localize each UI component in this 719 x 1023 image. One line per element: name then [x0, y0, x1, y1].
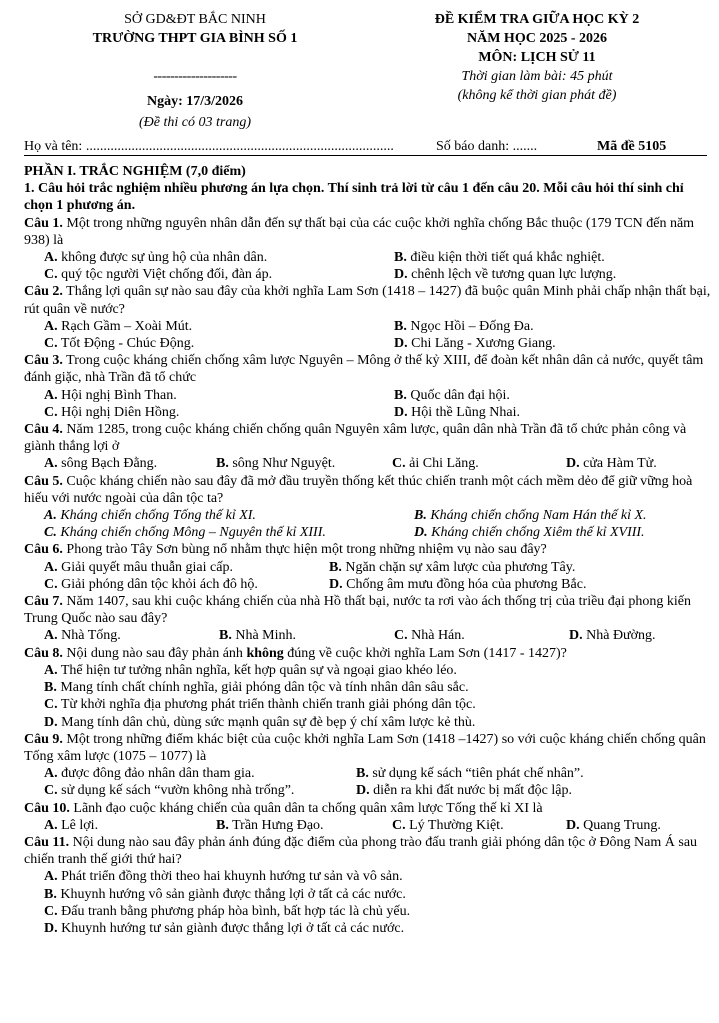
exam-body: [24, 163, 714, 937]
school-year: NĂM HỌC 2025 - 2026: [467, 31, 607, 46]
question-9: [24, 731, 714, 800]
option-a: A. Lê lợi.: [44, 817, 99, 833]
option-d: D. chênh lệch về tương quan lực lượng.: [394, 267, 617, 283]
question-7: [24, 593, 714, 645]
option-c: C. Từ khởi nghĩa địa phương phát triển thành chiến tranh giải phóng dân tộc.: [44, 697, 476, 713]
option-d: D. diễn ra khi đất nước bị mất độc lập.: [356, 783, 573, 799]
option-b: B. Ngọc Hồi – Đống Đa.: [394, 318, 534, 334]
option-d: D. Chống âm mưu đồng hóa của phương Bắc.: [329, 576, 587, 592]
question-label: Câu 8.: [24, 645, 63, 661]
option-d: D. Chi Lăng - Xương Giang.: [394, 336, 556, 352]
option-c: C. Kháng chiến chống Mông – Nguyên thế kỉ XIII.: [44, 525, 326, 541]
option-d: D. Mang tính dân chủ, dùng sức mạnh quân sự đè bẹp ý chí xâm lược kẻ thù.: [44, 714, 476, 730]
option-b: B. sông Như Nguyệt.: [216, 456, 336, 472]
option-b: B. Nhà Minh.: [219, 628, 297, 644]
question-text: Phong trào Tây Sơn bùng nổ nhằm thực hiện một trong những nhiệm vụ nào sau đây?: [62, 542, 547, 558]
question-label: Câu 1.: [24, 215, 63, 231]
question-text: Năm 1285, trong cuộc kháng chiến chống quân Nguyên xâm lược, quân dân nhà Trần đã tổ chức phản công và giành thắng lợi ở: [24, 422, 687, 455]
question-text: Năm 1407, sau khi cuộc kháng chiến của nhà Hồ thất bại, nước ta rơi vào ách thống trị của triều đại phong kiến Trung Quốc nào sau đây?: [24, 594, 692, 627]
option-d: D. Khuynh hướng tư sản giành được thắng lợi ở tất cả các nước.: [44, 920, 405, 936]
option-c: C. Hội nghị Diên Hồng.: [44, 404, 180, 420]
department-name: SỞ GD&ĐT BẮC NINH: [124, 12, 266, 27]
option-a: A. Giải quyết mâu thuẫn giai cấp.: [44, 559, 233, 575]
question-label: Câu 5.: [24, 473, 63, 489]
question-label: Câu 6.: [24, 542, 63, 558]
option-a: A. Nhà Tống.: [44, 628, 121, 644]
question-10: [24, 800, 714, 834]
question-label: Câu 4.: [24, 422, 63, 438]
option-c: C. sử dụng kế sách “vườn không nhà trống”.: [44, 783, 295, 799]
question-text: Lãnh đạo cuộc kháng chiến của quân dân ta chống quân xâm lược Tống thế kỉ XI là: [69, 800, 543, 816]
question-label: Câu 3.: [24, 353, 63, 369]
question-11: [24, 834, 714, 937]
question-text-end: đúng về cuộc khởi nghĩa Lam Sơn (1417 - 1427)?: [283, 645, 567, 661]
option-b: B. Mang tính chất chính nghĩa, giải phóng dân tộc và tính nhân dân sâu sắc.: [44, 680, 469, 696]
option-a: A. sông Bạch Đằng.: [44, 456, 158, 472]
question-6: [24, 541, 714, 593]
option-d: D. Hội thề Lũng Nhai.: [394, 404, 520, 420]
section-title: PHẦN I. TRẮC NGHIỆM (7,0 điểm): [24, 164, 246, 179]
option-c: C. Lý Thường Kiệt.: [392, 817, 504, 833]
time-note: (không kể thời gian phát đề): [457, 88, 617, 103]
question-text: Cuộc kháng chiến nào sau đây đã mở đầu truyền thống kết thúc chiến tranh một cách mềm dẻo để giữ vững hoà hiếu với nước ngoài của dân tộc ta?: [24, 473, 693, 506]
exam-code: Mã đề 5105: [597, 139, 667, 154]
question-text: Thắng lợi quân sự nào sau đây của khởi nghĩa Lam Sơn (1418 – 1427) đã buộc quân Minh phải chấp nhận thất bại, rút quân về nước?: [24, 284, 711, 317]
question-label: Câu 9.: [24, 731, 63, 747]
question-label: Câu 7.: [24, 594, 63, 610]
question-1: [24, 215, 714, 284]
option-b: B. Khuynh hướng vô sản giành được thắng lợi ở tất cả các nước.: [44, 886, 406, 902]
option-d: D. Kháng chiến chống Xiêm thế kỉ XVIII.: [414, 525, 645, 541]
option-b: B. điều kiện thời tiết quá khắc nghiệt.: [394, 250, 605, 266]
header-right: [392, 10, 682, 105]
question-text: Một trong những nguyên nhân dẫn đến sự thất bại của các cuộc khởi nghĩa chống Bắc thuộc (179 TCN đến năm 938) là: [24, 215, 695, 248]
option-b: B. Quốc dân đại hội.: [394, 387, 510, 403]
option-d: D. cửa Hàm Tử.: [566, 456, 657, 472]
subject: MÔN: LỊCH SỬ 11: [478, 50, 596, 65]
section-instruction: 1. Câu hỏi trắc nghiệm nhiều phương án lựa chọn. Thí sinh trả lời từ câu 1 đến câu 20. Mỗi câu hỏi thí sinh chỉ chọn 1 phương án.: [24, 181, 684, 214]
option-c: C. ải Chi Lăng.: [392, 456, 479, 472]
question-label: Câu 10.: [24, 800, 70, 816]
option-d: D. Quang Trung.: [566, 817, 661, 833]
question-4: [24, 421, 714, 473]
option-c: C. Tốt Động - Chúc Động.: [44, 336, 195, 352]
option-a: A. Rạch Gầm – Xoài Mút.: [44, 318, 193, 334]
question-label: Câu 11.: [24, 834, 70, 850]
question-8: [24, 645, 714, 731]
option-b: B. Kháng chiến chống Nam Hán thế kỉ X.: [414, 508, 647, 524]
question-text: Nội dung nào sau đây phản ánh đúng đặc điểm của phong trào đấu tranh giải phóng dân tộc ở Đông Nam Á sau chiến tranh thế giới thứ hai?: [24, 834, 698, 868]
option-a: A. Thể hiện tư tưởng nhân nghĩa, kết hợp quân sự và ngoại giao khéo léo.: [44, 662, 457, 678]
option-c: C. Đấu tranh bằng phương pháp hòa bình, bất hợp tác là chủ yếu.: [44, 903, 411, 919]
student-id-field: Số báo danh: .......: [436, 139, 538, 154]
question-text: Trong cuộc kháng chiến chống xâm lược Nguyên – Mông ở thế kỷ XIII, để đoàn kết nhân dân cả nước, quyết tâm đánh giặc, nhà Trần đã tổ chức: [24, 353, 704, 386]
time-allowed: Thời gian làm bài: 45 phút: [461, 69, 613, 84]
page-count-note: (Đề thi có 03 trang): [139, 115, 251, 130]
question-emphasis: không: [246, 645, 284, 661]
question-5: [24, 473, 714, 542]
separator-dashes: --------------------: [153, 69, 237, 84]
question-3: [24, 352, 714, 421]
exam-date: Ngày: 17/3/2026: [146, 94, 244, 109]
header-divider: [24, 155, 707, 156]
question-2: [24, 283, 714, 352]
option-b: B. sử dụng kế sách “tiên phát chế nhân”.: [356, 766, 584, 782]
option-b: B. Ngăn chặn sự xâm lược của phương Tây.: [329, 559, 576, 575]
option-a: A. Hội nghị Bình Than.: [44, 387, 177, 403]
option-a: A. Phát triển đồng thời theo hai khuynh hướng tư sản và vô sản.: [44, 869, 403, 885]
option-b: B. Trần Hưng Đạo.: [216, 817, 324, 833]
option-c: C. quý tộc người Việt chống đối, đàn áp.: [44, 267, 273, 283]
student-name-field: Họ và tên: ........................................................................................: [24, 139, 394, 154]
question-text: Một trong những điểm khác biệt của cuộc khởi nghĩa Lam Sơn (1418 –1427) so với cuộc kháng chiến chống quân Tống xâm lược (1075 – 1077) là: [24, 731, 706, 764]
header-left: [60, 10, 330, 132]
option-c: C. Nhà Hán.: [394, 628, 465, 644]
option-a: A. Kháng chiến chống Tống thế kỉ XI.: [44, 508, 256, 524]
school-name: TRƯỜNG THPT GIA BÌNH SỐ 1: [92, 31, 298, 46]
option-d: D. Nhà Đường.: [569, 628, 656, 644]
question-text: Nội dung nào sau đây phản ánh: [62, 645, 247, 661]
exam-title: ĐỀ KIỂM TRA GIỮA HỌC KỲ 2: [434, 12, 640, 27]
question-label: Câu 2.: [24, 284, 63, 300]
option-a: A. không được sự ủng hộ của nhân dân.: [44, 250, 268, 266]
option-a: A. được đông đảo nhân dân tham gia.: [44, 766, 255, 782]
option-c: C. Giải phóng dân tộc khỏi ách đô hộ.: [44, 576, 258, 592]
